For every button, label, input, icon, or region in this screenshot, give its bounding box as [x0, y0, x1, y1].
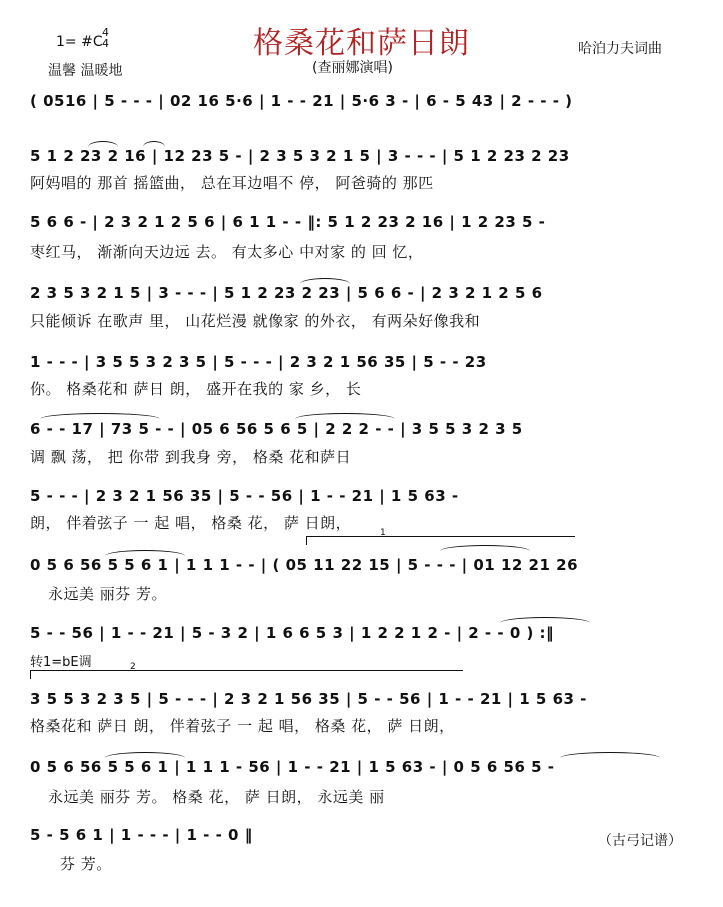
slur — [295, 413, 395, 419]
notation-line-4: 2 3 5 3 2 1 5 | 3 - - - | 5 1 2 23 2 23 | 5 6 6 - | 2 3 2 1 2 5 6 — [30, 284, 543, 302]
notation-line-12: 5 - 5 6 1 | 1 - - - | 1 - - 0 ‖ — [30, 826, 253, 844]
notation-line-7: 5 - - - | 2 3 2 1 56 35 | 5 - - 56 | 1 - - 21 | 1 5 63 - — [30, 487, 459, 505]
composer-credit: 哈泊力夫词曲 — [578, 41, 662, 57]
lyrics-line-7: 朗， 伴着弦子 一 起 唱， 格桑 花， 萨 日朗， — [30, 514, 352, 532]
notation-line-5: 1 - - - | 3 5 5 3 2 3 5 | 5 - - - | 2 3 2 1 56 35 | 5 - - 23 — [30, 353, 487, 371]
song-title: 格桑花和萨日朗 — [253, 26, 470, 61]
time-signature-top: 4 — [102, 26, 109, 39]
volta-number-2: 2 — [130, 662, 136, 672]
volta-number-1: 1 — [380, 528, 386, 538]
lyrics-line-4: 只能倾诉 在歌声 里， 山花烂漫 就像家 的外衣， 有两朵好像我和 — [30, 312, 481, 330]
notation-line-2: 5 1 2 23 2 16 | 12 23 5 - | 2 3 5 3 2 1 5 | 3 - - - | 5 1 2 23 2 23 — [30, 147, 570, 165]
lyrics-line-2: 阿妈唱的 那首 摇篮曲， 总在耳边唱不 停， 阿爸骑的 那匹 — [30, 174, 434, 192]
time-signature — [102, 27, 109, 49]
transcriber-credit: （古弓记谱） — [598, 833, 682, 849]
notation-line-3: 5 6 6 - | 2 3 2 1 2 5 6 | 6 1 1 - - ‖: 5 1 2 23 2 16 | 1 2 23 5 - — [30, 213, 546, 231]
lyrics-line-3: 枣红马， 渐渐向天边远 去。 有太多心 中对家 的 回 忆， — [30, 243, 424, 261]
lyrics-line-12: 芬 芳。 — [60, 855, 112, 873]
lyrics-line-8: 永远美 丽芬 芳。 — [48, 585, 168, 603]
notation-line-6: 6 - - 17 | 73 5 - - | 05 6 56 5 6 5 | 2 2 2 - - | 3 5 5 3 2 3 5 — [30, 420, 523, 438]
slur — [440, 545, 530, 551]
time-signature-bottom: 4 — [102, 37, 109, 50]
performance-style: 温馨 温暖地 — [48, 63, 123, 79]
key-signature: 1= #C — [56, 34, 103, 50]
notation-line-9: 5 - - 56 | 1 - - 21 | 5 - 3 2 | 1 6 6 5 3 | 1 2 2 1 2 - | 2 - - 0 ) :‖ — [30, 624, 555, 642]
notation-line-8: 0 5 6 56 5 5 6 1 | 1 1 1 - - | ( 05 11 22 15 | 5 - - - | 01 12 21 26 — [30, 556, 579, 574]
lyrics-line-6: 调 飘 荡， 把 你带 到我身 旁， 格桑 花和萨日 — [30, 448, 352, 466]
lyrics-line-10: 格桑花和 萨日 朗， 伴着弦子 一 起 唱， 格桑 花， 萨 日朗， — [30, 717, 455, 735]
singer-credit: (查丽娜演唱) — [312, 60, 393, 76]
volta-bracket-1 — [306, 536, 575, 545]
lyrics-line-11: 永远美 丽芬 芳。 格桑 花， 萨 日朗， 永远美 丽 — [48, 788, 385, 806]
modulation-note: 转1=bE调 — [30, 655, 92, 670]
volta-bracket-2 — [30, 670, 463, 679]
slur — [560, 752, 660, 758]
notation-line-10: 3 5 5 3 2 3 5 | 5 - - - | 2 3 2 1 56 35 | 5 - - 56 | 1 - - 21 | 1 5 63 - — [30, 690, 587, 708]
notation-line-1: ( 0516 | 5 - - - | 02 16 5·6 | 1 - - 21 | 5·6 3 - | 6 - 5 43 | 2 - - - ) — [30, 92, 573, 110]
notation-line-11: 0 5 6 56 5 5 6 1 | 1 1 1 - 56 | 1 - - 21 | 1 5 63 - | 0 5 6 56 5 - — [30, 758, 555, 776]
lyrics-line-5: 你。 格桑花和 萨日 朗， 盛开在我的 家 乡， 长 — [30, 380, 362, 398]
slur — [500, 617, 590, 623]
slur — [40, 413, 160, 419]
